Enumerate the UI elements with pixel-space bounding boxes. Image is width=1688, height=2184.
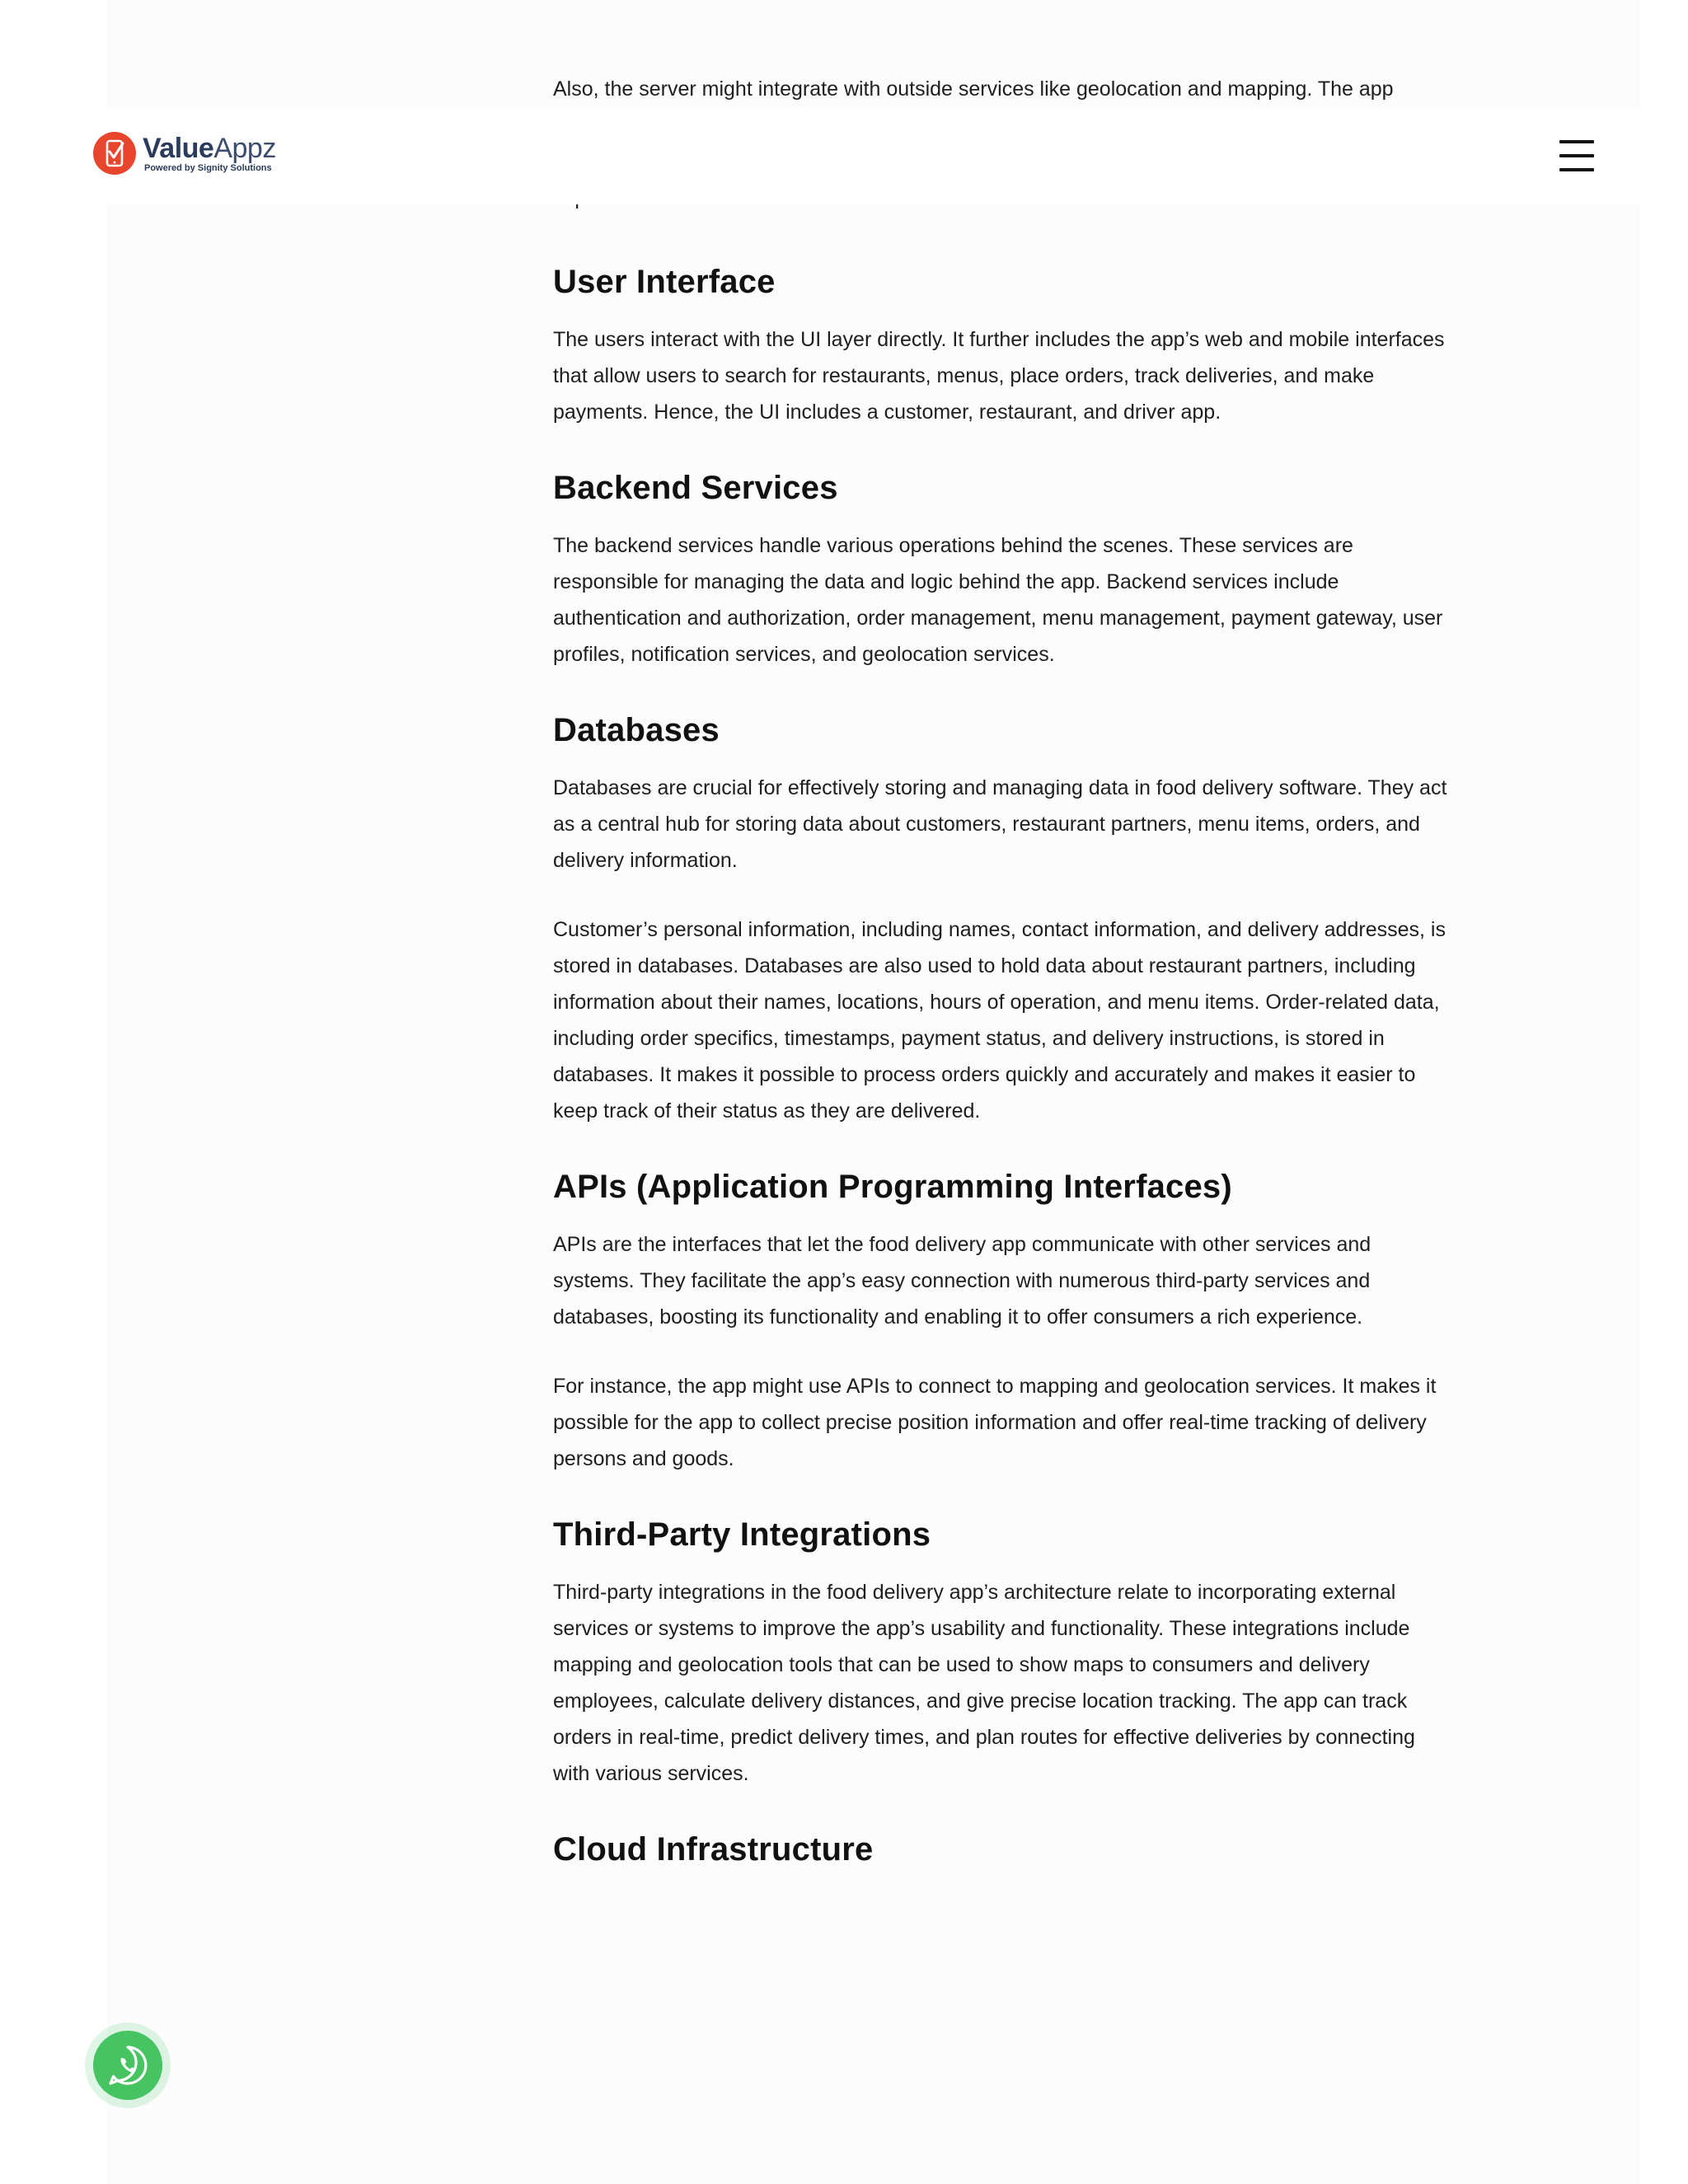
section-heading-apis: APIs (Application Programming Interfaces) — [553, 1169, 1232, 1205]
section-heading-user-interface: User Interface — [553, 264, 776, 300]
section-paragraph: For instance, the app might use APIs to connect to mapping and geolocation services. It makes it possible for the app to collect precise position information and offer real-time tracking of delivery persons and goods. — [553, 1375, 1437, 1470]
section-heading-cloud-infrastructure: Cloud Infrastructure — [553, 1831, 874, 1868]
whatsapp-icon — [93, 2031, 162, 2100]
section-paragraph: The users interact with the UI layer directly. It further includes the app’s web and mobile interfaces that allow users to search for restaurants, menus, place orders, track deliveries, and make payments. Hence, the UI includes a customer, restaurant, and driver app. — [553, 328, 1445, 424]
whatsapp-chat-button[interactable] — [93, 2031, 162, 2100]
logo-text — [143, 134, 276, 174]
hamburger-menu-button[interactable] — [1556, 138, 1597, 173]
logo-tagline: Powered by Signity Solutions — [144, 162, 272, 173]
section-paragraph: Third-party integrations in the food delivery app’s architecture relate to incorporating external services or systems to improve the app’s usability and functionality. These integrations include mapping and geolocation tools that can be used to show maps to consumers and delivery employees, calculate delivery distances, and give precise location tracking. The app can track orders in real-time, predict delivery times, and plan routes for effective deliveries by connecting with various services. — [553, 1581, 1415, 1785]
site-logo[interactable] — [93, 132, 276, 175]
logo-brand-bold: Value — [143, 132, 214, 164]
logo-wordmark — [143, 134, 276, 163]
section-heading-databases: Databases — [553, 712, 720, 748]
section-paragraph: Customer’s personal information, including names, contact information, and delivery addresses, is stored in databases. Databases are also used to hold data about restaurant partners, including information about their names, locations, hours of operation, and menu items. Order-related data, including order specifics, timestamps, payment status, and delivery instructions, is stored in databases. It makes it possible to process orders quickly and accurately and makes it easier to keep track of their status as they are delivered. — [553, 918, 1446, 1122]
logo-brand-light: Appz — [213, 132, 276, 164]
logo-mark-icon — [93, 132, 136, 175]
section-paragraph: The backend services handle various operations behind the scenes. These services are responsible for managing the data and logic behind the app. Backend services include authentication and authorization, order management, menu management, payment gateway, user profiles, notification services, and geolocation services. — [553, 534, 1443, 666]
section-heading-third-party-integrations: Third-Party Integrations — [553, 1516, 931, 1553]
hamburger-icon — [1559, 154, 1594, 157]
article-body — [553, 71, 1451, 1889]
section-heading-backend-services: Backend Services — [553, 470, 838, 506]
hamburger-icon — [1559, 168, 1594, 171]
hamburger-icon — [1559, 140, 1594, 143]
section-paragraph: Databases are crucial for effectively storing and managing data in food delivery software. They act as a central hub for storing data about customers, restaurant partners, menu items, orders, and delivery information. — [553, 776, 1447, 872]
site-header — [0, 109, 1688, 204]
intro-paragraph-partial: Also, the server might integrate with outside services like geolocation and mapping. The app — [553, 77, 1394, 101]
section-paragraph: APIs are the interfaces that let the food delivery app communicate with other services and systems. They facilitate the app’s easy connection with numerous third-party services and databases, boosting its functionality and enabling it to offer consumers a rich experience. — [553, 1233, 1372, 1329]
